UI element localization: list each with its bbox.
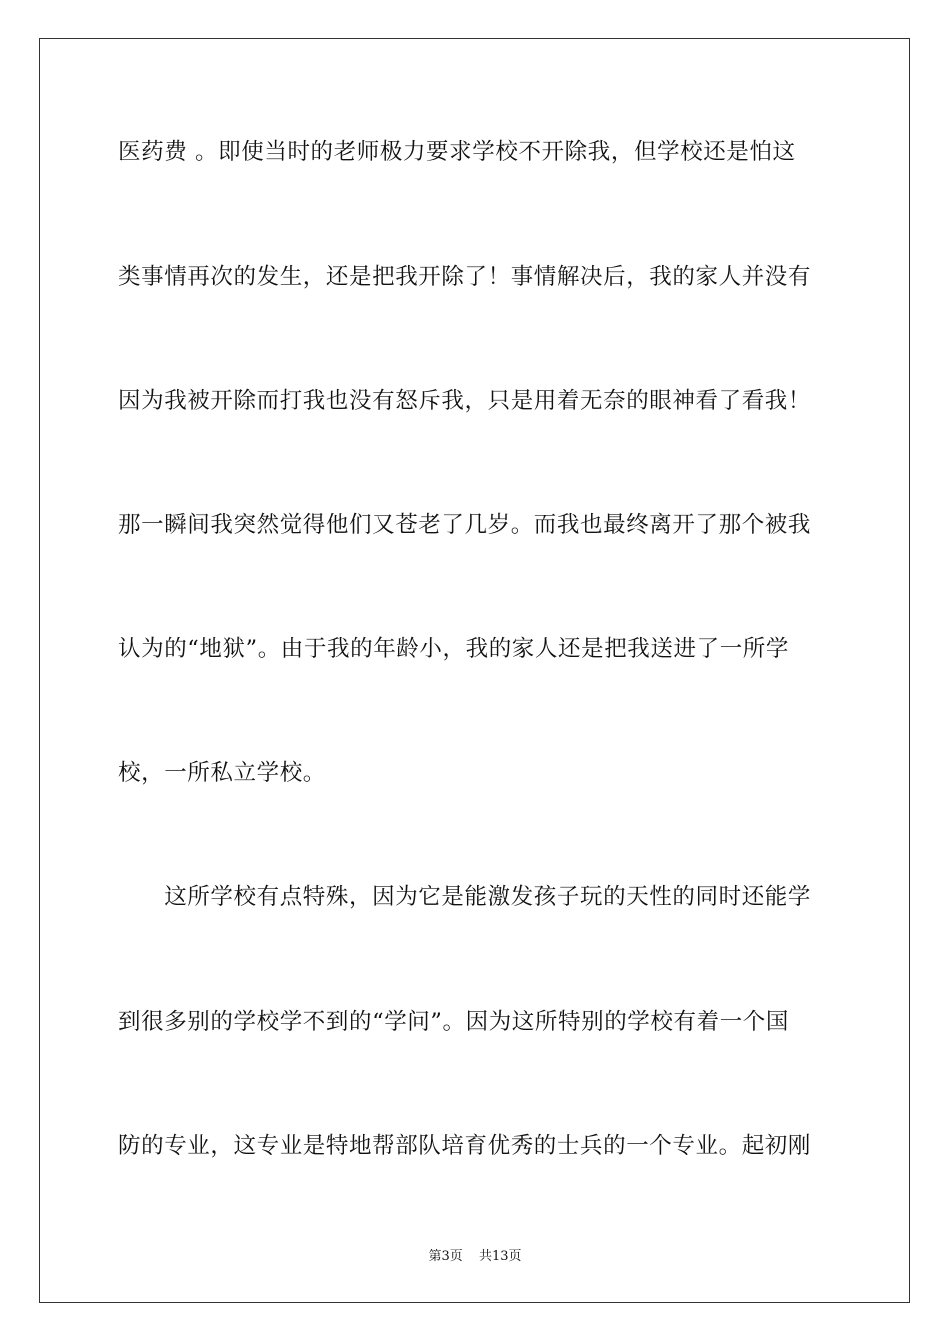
- page-border: [39, 38, 910, 1303]
- body-text-line-4: 那一瞬间我突然觉得他们又苍老了几岁。而我也最终离开了那个被我: [118, 512, 812, 538]
- body-text-line-2: 类事情再次的发生，还是把我开除了！事情解决后，我的家人并没有: [118, 264, 812, 290]
- body-text-line-6: 校，一所私立学校。: [118, 760, 326, 786]
- page-footer: [0, 1248, 950, 1266]
- page-number: 第3页: [428, 1249, 463, 1264]
- body-text-line-7: 这所学校有点特殊，因为它是能激发孩子玩的天性的同时还能学: [118, 884, 812, 910]
- total-pages: 共13页: [478, 1249, 522, 1264]
- body-text-line-9: 防的专业，这专业是特地帮部队培育优秀的士兵的一个专业。起初刚: [118, 1133, 812, 1159]
- body-text-line-8: 到很多别的学校学不到的“学问”。因为这所特别的学校有着一个国: [118, 1009, 790, 1035]
- body-text-line-5: 认为的“地狱”。由于我的年龄小，我的家人还是把我送进了一所学: [118, 636, 790, 662]
- body-text-line-1: 医药费 。即使当时的老师极力要求学校不开除我，但学校还是怕这: [118, 139, 796, 165]
- body-text-line-3: 因为我被开除而打我也没有怒斥我，只是用着无奈的眼神看了看我！: [118, 388, 812, 414]
